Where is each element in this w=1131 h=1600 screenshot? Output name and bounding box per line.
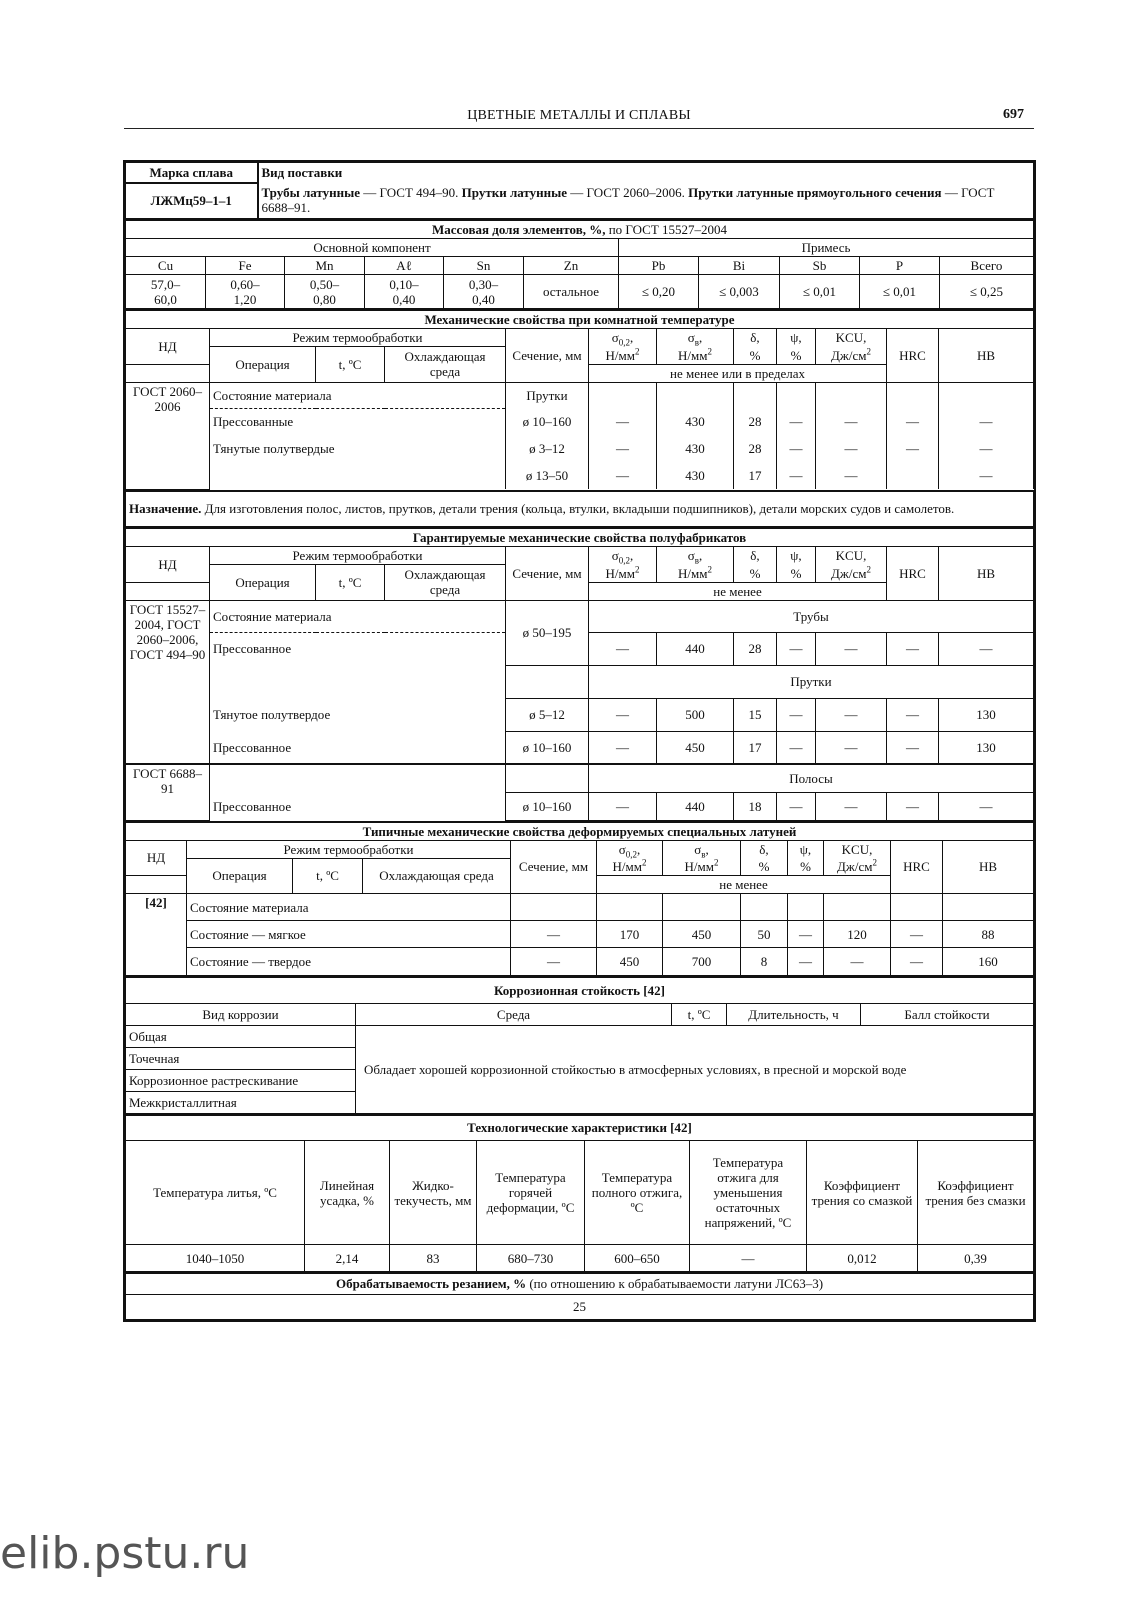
supply-tubes-std: — ГОСТ 494–90.	[360, 185, 462, 201]
property-value: 440	[657, 632, 734, 665]
corrosion-note: Обладает хорошей коррозионной стойкостью в атмосферных условиях, в пресной и морской воде	[356, 1025, 1034, 1113]
min-label: не менее или в пределах	[589, 364, 887, 382]
section-value: —	[511, 921, 597, 948]
kcu-head: KCU,	[824, 840, 891, 858]
property-value: 130	[939, 731, 1034, 764]
corrosion-header: Среда	[356, 1003, 672, 1025]
property-value: —	[887, 632, 939, 665]
sb-unit: $Н/мм^2$	[657, 347, 734, 365]
tech-header: Температура литья, ºС	[126, 1141, 305, 1245]
nd-head: НД	[126, 840, 187, 876]
property-value: 17	[734, 462, 777, 489]
corrosion-header-row	[126, 1003, 1034, 1025]
property-value: 500	[657, 698, 734, 731]
alloy-sheet	[123, 160, 1036, 1322]
property-value: 8	[741, 948, 788, 976]
property-value: 450	[663, 921, 741, 948]
kcu-head: KCU,	[816, 547, 887, 565]
purpose-text: Назначение. Для изготовления полос, листов, прутков, детали трения (кольца, втулки, вкладыши подшипников), детали морских судов и самолетов.	[126, 491, 1034, 527]
composition-title: Массовая доля элементов, %, по ГОСТ 15527–2004	[126, 220, 1034, 239]
nd-head: НД	[126, 547, 210, 583]
property-value: —	[589, 462, 657, 489]
composition-table	[125, 219, 1034, 309]
state-label: Состояние материала	[210, 382, 506, 408]
min-label: не менее	[589, 582, 887, 600]
section-value: ø 3–12	[506, 435, 589, 462]
element-value: остальное	[524, 275, 619, 309]
mech-room-row	[126, 435, 1034, 462]
property-value: —	[816, 792, 887, 820]
machinability-value: 25	[126, 1294, 1034, 1319]
composition-header-row	[126, 257, 1034, 275]
section-head: Сечение, мм	[506, 547, 589, 601]
watermark: elib.pstu.ru	[0, 1528, 250, 1579]
supply-rect-rods: Прутки латунные прямоугольного сечения	[688, 185, 942, 201]
section-value: ø 10–160	[506, 731, 589, 764]
tech-value: 0,39	[918, 1245, 1034, 1272]
property-value: —	[887, 792, 939, 820]
property-value: 15	[734, 698, 777, 731]
corrosion-type: Межкристаллитная	[126, 1091, 356, 1113]
material-state: Состояние — мягкое	[187, 921, 511, 948]
strips-label: Полосы	[589, 764, 1034, 792]
material-state: Прессованное	[210, 792, 506, 820]
mech-typical-row	[126, 921, 1034, 948]
mech-room-table	[125, 309, 1034, 490]
tech-table	[125, 1114, 1034, 1273]
tech-value: 600–650	[585, 1245, 690, 1272]
grade-label: Марка сплава	[126, 163, 258, 183]
property-value: —	[939, 435, 1034, 462]
element-header: Всего	[940, 257, 1034, 275]
tech-header: Линейная усадка, %	[305, 1141, 390, 1245]
supply-tubes: Трубы латунные	[261, 185, 361, 201]
kcu-unit: $Дж/см^2$	[816, 565, 887, 583]
property-value: —	[589, 698, 657, 731]
material-state: Прессованное	[210, 632, 506, 665]
property-value: 130	[939, 698, 1034, 731]
corrosion-header: Длительность, ч	[727, 1003, 861, 1025]
sb-head: $\sigma_в$,	[657, 547, 734, 565]
mech-guaranteed-title: Гарантируемые механические свойства полуфабрикатов	[126, 528, 1034, 547]
machinability-title: Обрабатываемость резанием, % (по отношению к обрабатываемости латуни ЛС63–3)	[126, 1273, 1034, 1294]
element-value: 0,60– 1,20	[206, 275, 285, 309]
property-value: 430	[657, 462, 734, 489]
corrosion-type: Общая	[126, 1025, 356, 1047]
alloy-table	[125, 162, 1034, 219]
property-value: —	[887, 698, 939, 731]
property-value: —	[939, 632, 1034, 665]
medium-head: Охлаждающая среда	[385, 347, 506, 383]
material-state: Состояние — твердое	[187, 948, 511, 976]
medium-head: Охлаждающая среда	[385, 565, 506, 601]
tech-value: 680–730	[477, 1245, 585, 1272]
property-value: —	[816, 408, 887, 435]
mech-guaranteed-row	[126, 698, 1034, 731]
sb-head: $\sigma_в$,	[663, 840, 741, 858]
operation-head: Операция	[210, 347, 316, 383]
property-value: —	[887, 408, 939, 435]
property-value: 28	[734, 408, 777, 435]
tech-value: 83	[390, 1245, 477, 1272]
property-value: 430	[657, 435, 734, 462]
corrosion-header: t, ºС	[672, 1003, 727, 1025]
element-header: Bi	[699, 257, 780, 275]
state-label: Состояние материала	[187, 894, 511, 921]
tech-header: Коэффициент трения без смазки	[918, 1141, 1034, 1245]
property-value: 50	[741, 921, 788, 948]
element-value: ≤ 0,01	[860, 275, 940, 309]
tech-header-row	[126, 1141, 1034, 1245]
property-value: —	[887, 731, 939, 764]
psi-unit: %	[777, 347, 816, 365]
s02-head: $\sigma_{0,2}$,	[589, 329, 657, 347]
section-value: ø 13–50	[506, 462, 589, 489]
element-value: 0,10– 0,40	[365, 275, 444, 309]
hrc-head: HRC	[887, 329, 939, 383]
property-value	[887, 462, 939, 489]
nd-group1: ГОСТ 15527–2004, ГОСТ 2060–2006, ГОСТ 494–90	[126, 600, 210, 764]
property-value: —	[777, 792, 816, 820]
material-state: Прессованные	[210, 408, 506, 435]
mech-typical-table	[125, 821, 1034, 977]
impurity-label: Примесь	[619, 239, 1034, 257]
section-value: ø 5–12	[506, 698, 589, 731]
hrc-head: HRC	[891, 840, 943, 894]
supply-rods-std: — ГОСТ 2060–2006.	[567, 185, 689, 201]
element-value: ≤ 0,20	[619, 275, 699, 309]
property-value: —	[777, 462, 816, 489]
nd-gost2060: ГОСТ 2060–2006	[126, 382, 210, 489]
tech-value: 1040–1050	[126, 1245, 305, 1272]
section-head: Сечение, мм	[506, 329, 589, 383]
section-value: ø 10–160	[506, 792, 589, 820]
element-value: ≤ 0,003	[699, 275, 780, 309]
tech-header: Температура горячей деформации, ºС	[477, 1141, 585, 1245]
delta-unit: %	[734, 565, 777, 583]
hb-head: HB	[939, 329, 1034, 383]
property-value: —	[777, 435, 816, 462]
property-value: 170	[597, 921, 663, 948]
s02-unit: $Н/мм^2$	[589, 565, 657, 583]
delta-unit: %	[741, 858, 788, 876]
tech-value: —	[690, 1245, 807, 1272]
section-value: —	[511, 948, 597, 976]
mode-head: Режим термообработки	[187, 840, 511, 858]
alloy-grade: ЛЖМц59–1–1	[126, 183, 258, 219]
tech-header: Температура отжига для уменьшения остаточных напряжений, ºС	[690, 1141, 807, 1245]
property-value: 28	[734, 632, 777, 665]
psi-head: ψ,	[777, 547, 816, 565]
operation-head: Операция	[210, 565, 316, 601]
temp-head: t, ºС	[316, 565, 385, 601]
nd-head: НД	[126, 329, 210, 365]
property-value: —	[939, 792, 1034, 820]
mech-typical-title: Типичные механические свойства деформируемых специальных латуней	[126, 822, 1034, 841]
material-state: Прессованное	[210, 731, 506, 764]
property-value: 700	[663, 948, 741, 976]
property-value: —	[816, 435, 887, 462]
element-header: Sb	[780, 257, 860, 275]
mech-guaranteed-row	[126, 792, 1034, 820]
property-value: —	[816, 698, 887, 731]
property-value: —	[788, 948, 824, 976]
property-value: 440	[657, 792, 734, 820]
state-label: Состояние материала	[210, 600, 506, 632]
medium-head: Охлаждающая среда	[363, 858, 511, 894]
property-value: 120	[824, 921, 891, 948]
element-value: 0,50– 0,80	[285, 275, 365, 309]
element-value: 0,30– 0,40	[444, 275, 524, 309]
element-header: P	[860, 257, 940, 275]
property-value: —	[816, 632, 887, 665]
property-value: —	[777, 698, 816, 731]
tech-values-row	[126, 1245, 1034, 1272]
property-value: —	[589, 632, 657, 665]
psi-unit: %	[777, 565, 816, 583]
mode-head: Режим термообработки	[210, 329, 506, 347]
property-value: 17	[734, 731, 777, 764]
mech-guaranteed-row	[126, 731, 1034, 764]
main-component-label: Основной компонент	[126, 239, 619, 257]
tech-header: Жидко-текучесть, мм	[390, 1141, 477, 1245]
delta-head: δ,	[741, 840, 788, 858]
min-label: не менее	[597, 876, 891, 894]
material-state: Тянутые полутвердые	[210, 435, 506, 462]
page-header	[124, 106, 1034, 129]
hrc-head: HRC	[887, 547, 939, 601]
tubes-label: Трубы	[589, 600, 1034, 632]
kcu-unit: $Дж/см^2$	[824, 858, 891, 876]
corrosion-title: Коррозионная стойкость [42]	[126, 977, 1034, 1003]
delta-head: δ,	[734, 329, 777, 347]
rods-label: Прутки	[506, 382, 589, 408]
property-value: —	[777, 632, 816, 665]
mode-head: Режим термообработки	[210, 547, 506, 565]
element-header: Sn	[444, 257, 524, 275]
property-value: 430	[657, 408, 734, 435]
property-value: —	[589, 435, 657, 462]
psi-unit: %	[788, 858, 824, 876]
supply-text	[258, 183, 1034, 219]
s02-unit: $Н/мм^2$	[589, 347, 657, 365]
sb-unit: $Н/мм^2$	[663, 858, 741, 876]
property-value: —	[824, 948, 891, 976]
sb-unit: $Н/мм^2$	[657, 565, 734, 583]
corrosion-table	[125, 976, 1034, 1114]
temp-head: t, ºС	[316, 347, 385, 383]
property-value: —	[939, 408, 1034, 435]
property-value: 450	[657, 731, 734, 764]
rods-label: Прутки	[589, 665, 1034, 698]
supply-rect-std: — ГОСТ 6688–91.	[261, 185, 995, 216]
tech-title: Технологические характеристики [42]	[126, 1115, 1034, 1141]
running-title: ЦВЕТНЫЕ МЕТАЛЛЫ И СПЛАВЫ	[467, 108, 691, 123]
property-value: —	[589, 408, 657, 435]
s02-head: $\sigma_{0,2}$,	[589, 547, 657, 565]
tech-value: 2,14	[305, 1245, 390, 1272]
property-value: —	[788, 921, 824, 948]
tech-header: Коэффициент трения со смазкой	[807, 1141, 918, 1245]
property-value: —	[777, 731, 816, 764]
psi-head: ψ,	[788, 840, 824, 858]
mech-guaranteed-table	[125, 527, 1034, 821]
property-value: 450	[597, 948, 663, 976]
property-value: —	[816, 462, 887, 489]
delta-unit: %	[734, 347, 777, 365]
property-value: —	[891, 921, 943, 948]
corrosion-header: Вид коррозии	[126, 1003, 356, 1025]
property-value: —	[589, 792, 657, 820]
nd-gost6688: ГОСТ 6688–91	[126, 764, 210, 820]
element-header: Pb	[619, 257, 699, 275]
purpose-table	[125, 490, 1034, 528]
supply-rods: Прутки латунные	[461, 185, 568, 201]
mech-room-row	[126, 408, 1034, 435]
operation-head: Операция	[187, 858, 293, 894]
element-header: Aℓ	[365, 257, 444, 275]
property-value: —	[887, 435, 939, 462]
element-value: ≤ 0,25	[940, 275, 1034, 309]
property-value: —	[589, 731, 657, 764]
kcu-head: KCU,	[816, 329, 887, 347]
mech-room-row	[126, 462, 1034, 489]
property-value: —	[777, 408, 816, 435]
property-value: 28	[734, 435, 777, 462]
corrosion-type: Коррозионное растрескивание	[126, 1069, 356, 1091]
psi-head: ψ,	[777, 329, 816, 347]
material-state	[210, 462, 506, 489]
temp-head: t, ºС	[293, 858, 363, 894]
property-value: 18	[734, 792, 777, 820]
property-value: —	[816, 731, 887, 764]
page-number: 697	[1003, 107, 1024, 122]
kcu-unit: $Дж/см^2$	[816, 347, 887, 365]
element-value: 57,0– 60,0	[126, 275, 206, 309]
hb-head: HB	[939, 547, 1034, 601]
property-value: —	[891, 948, 943, 976]
element-header: Cu	[126, 257, 206, 275]
element-header: Mn	[285, 257, 365, 275]
property-value: —	[939, 462, 1034, 489]
machinability-table	[125, 1272, 1034, 1320]
nd-ref42: [42]	[126, 894, 187, 976]
s02-head: $\sigma_{0,2}$,	[597, 840, 663, 858]
hb-head: HB	[943, 840, 1034, 894]
tech-value: 0,012	[807, 1245, 918, 1272]
composition-values-row	[126, 275, 1034, 309]
property-value: 160	[943, 948, 1034, 976]
corrosion-type: Точечная	[126, 1047, 356, 1069]
s02-unit: $Н/мм^2$	[597, 858, 663, 876]
material-state: Тянутое полутвердое	[210, 698, 506, 731]
supply-label: Вид поставки	[258, 163, 1034, 183]
corrosion-header: Балл стойкости	[861, 1003, 1034, 1025]
section-head: Сечение, мм	[511, 840, 597, 894]
tech-header: Температура полного отжига, ºС	[585, 1141, 690, 1245]
mech-typical-row	[126, 948, 1034, 976]
element-header: Fe	[206, 257, 285, 275]
element-header: Zn	[524, 257, 619, 275]
property-value: 88	[943, 921, 1034, 948]
section-value: ø 50–195	[506, 600, 589, 665]
sb-head: $\sigma_в$,	[657, 329, 734, 347]
delta-head: δ,	[734, 547, 777, 565]
mech-room-title: Механические свойства при комнатной температуре	[126, 310, 1034, 329]
section-value: ø 10–160	[506, 408, 589, 435]
element-value: ≤ 0,01	[780, 275, 860, 309]
